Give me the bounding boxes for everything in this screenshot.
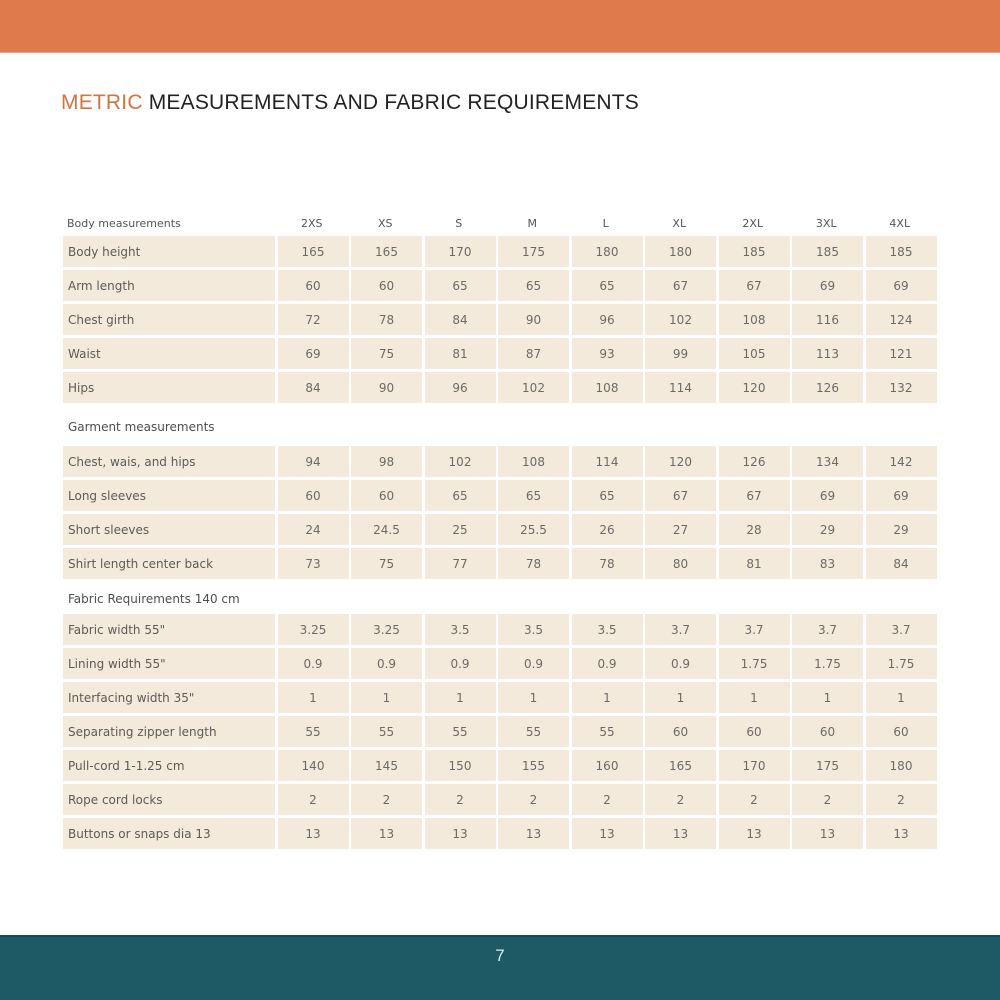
table-cell: 180 (866, 750, 937, 781)
row-label: Rope cord locks (63, 784, 275, 815)
table-cell: 126 (792, 372, 863, 403)
table-cell: 180 (572, 236, 643, 267)
table-cell: 1 (645, 682, 716, 713)
table-cell: 83 (792, 548, 863, 579)
table-cell: 29 (792, 514, 863, 545)
table-cell: 2 (572, 784, 643, 815)
table-cell: 175 (498, 236, 569, 267)
table-row (63, 372, 937, 403)
table-cell: 1 (572, 682, 643, 713)
table-cell: 3.7 (792, 614, 863, 645)
table-cell: 78 (572, 548, 643, 579)
table-cell: 65 (425, 480, 496, 511)
table-cell: 134 (792, 446, 863, 477)
size-header: 3XL (815, 216, 837, 230)
table-cell: 55 (572, 716, 643, 747)
table-cell: 25 (425, 514, 496, 545)
table-row (63, 548, 937, 579)
table-cell: 185 (719, 236, 790, 267)
table-cell: 60 (866, 716, 937, 747)
table-cell: 60 (351, 480, 422, 511)
row-label: Chest girth (63, 304, 275, 335)
table-row (63, 446, 937, 477)
table-cell: 55 (425, 716, 496, 747)
table-cell: 2 (792, 784, 863, 815)
table-cell: 94 (278, 446, 349, 477)
table-cell: 0.9 (572, 648, 643, 679)
row-label: Short sleeves (63, 514, 275, 545)
table-cell: 96 (425, 372, 496, 403)
table-cell: 96 (572, 304, 643, 335)
table-cell: 65 (498, 270, 569, 301)
table-cell: 84 (278, 372, 349, 403)
garment-measurements-rows (63, 446, 937, 579)
table-cell: 102 (425, 446, 496, 477)
garment-measurements-header (63, 414, 937, 440)
table-row (63, 480, 937, 511)
table-row (63, 514, 937, 545)
table-cell: 75 (351, 338, 422, 369)
table-cell: 170 (719, 750, 790, 781)
table-cell: 121 (866, 338, 937, 369)
table-cell: 1 (351, 682, 422, 713)
table-cell: 2 (498, 784, 569, 815)
table-cell: 165 (645, 750, 716, 781)
table-cell: 65 (425, 270, 496, 301)
table-cell: 1 (498, 682, 569, 713)
table-cell: 108 (719, 304, 790, 335)
size-header: 2XS (300, 216, 323, 230)
table-cell: 116 (792, 304, 863, 335)
table-cell: 69 (866, 270, 937, 301)
table-cell: 13 (351, 818, 422, 849)
table-cell: 2 (645, 784, 716, 815)
table-cell: 2 (866, 784, 937, 815)
table-cell: 60 (792, 716, 863, 747)
table-cell: 2 (719, 784, 790, 815)
table-cell: 3.5 (425, 614, 496, 645)
table-cell: 25.5 (498, 514, 569, 545)
table-cell: 2 (351, 784, 422, 815)
table-cell: 102 (645, 304, 716, 335)
table-cell: 24 (278, 514, 349, 545)
table-cell: 1.75 (866, 648, 937, 679)
row-label: Lining width 55" (63, 648, 275, 679)
table-cell: 1.75 (719, 648, 790, 679)
table-cell: 1 (278, 682, 349, 713)
table-cell: 1 (719, 682, 790, 713)
size-header: M (527, 216, 537, 230)
row-label: Long sleeves (63, 480, 275, 511)
table-cell: 0.9 (645, 648, 716, 679)
table-cell: 72 (278, 304, 349, 335)
table-cell: 60 (351, 270, 422, 301)
table-row (63, 648, 937, 679)
table-cell: 3.25 (351, 614, 422, 645)
top-color-band (0, 0, 1000, 53)
table-cell: 165 (278, 236, 349, 267)
table-cell: 69 (866, 480, 937, 511)
table-row (63, 270, 937, 301)
table-cell: 75 (351, 548, 422, 579)
row-label: Separating zipper length (63, 716, 275, 747)
row-label: Waist (63, 338, 275, 369)
table-cell: 2 (278, 784, 349, 815)
table-cell: 13 (645, 818, 716, 849)
size-header: 2XL (742, 216, 764, 230)
table-cell: 67 (719, 480, 790, 511)
table-cell: 27 (645, 514, 716, 545)
table-cell: 55 (351, 716, 422, 747)
section-label: Body measurements (67, 216, 181, 230)
table-cell: 67 (645, 480, 716, 511)
table-cell: 93 (572, 338, 643, 369)
table-cell: 67 (719, 270, 790, 301)
table-cell: 65 (572, 270, 643, 301)
table-cell: 98 (351, 446, 422, 477)
table-cell: 120 (719, 372, 790, 403)
table-cell: 3.7 (719, 614, 790, 645)
table-cell: 84 (866, 548, 937, 579)
table-cell: 155 (498, 750, 569, 781)
table-cell: 140 (278, 750, 349, 781)
table-cell: 78 (498, 548, 569, 579)
table-cell: 69 (792, 270, 863, 301)
table-cell: 3.7 (645, 614, 716, 645)
table-cell: 55 (278, 716, 349, 747)
table-row (63, 750, 937, 781)
table-cell: 3.5 (572, 614, 643, 645)
table-cell: 150 (425, 750, 496, 781)
table-cell: 77 (425, 548, 496, 579)
table-row (63, 716, 937, 747)
table-cell: 60 (278, 480, 349, 511)
table-cell: 113 (792, 338, 863, 369)
size-header: XL (672, 216, 687, 230)
table-cell: 13 (498, 818, 569, 849)
table-cell: 55 (498, 716, 569, 747)
row-label: Hips (63, 372, 275, 403)
table-cell: 60 (719, 716, 790, 747)
table-row (63, 304, 937, 335)
size-header: S (455, 216, 463, 230)
table-cell: 105 (719, 338, 790, 369)
section-label: Fabric Requirements 140 cm (68, 592, 240, 606)
row-label: Body height (63, 236, 275, 267)
table-cell: 1 (425, 682, 496, 713)
table-cell: 69 (278, 338, 349, 369)
table-cell: 87 (498, 338, 569, 369)
table-cell: 0.9 (278, 648, 349, 679)
table-row (63, 784, 937, 815)
page-number: 7 (495, 946, 505, 965)
table-cell: 13 (866, 818, 937, 849)
table-cell: 24.5 (351, 514, 422, 545)
table-cell: 80 (645, 548, 716, 579)
table-cell: 1 (866, 682, 937, 713)
table-row (63, 818, 937, 849)
table-cell: 29 (866, 514, 937, 545)
table-cell: 60 (278, 270, 349, 301)
table-cell: 26 (572, 514, 643, 545)
row-label: Interfacing width 35" (63, 682, 275, 713)
table-row (63, 338, 937, 369)
table-cell: 65 (572, 480, 643, 511)
table-cell: 0.9 (351, 648, 422, 679)
row-label: Shirt length center back (63, 548, 275, 579)
fabric-requirements-rows (63, 614, 937, 849)
table-cell: 13 (792, 818, 863, 849)
table-cell: 13 (572, 818, 643, 849)
size-header: XS (377, 216, 393, 230)
table-cell: 0.9 (425, 648, 496, 679)
table-cell: 165 (351, 236, 422, 267)
table-row (63, 236, 937, 267)
table-cell: 126 (719, 446, 790, 477)
table-cell: 170 (425, 236, 496, 267)
row-label: Pull-cord 1-1.25 cm (63, 750, 275, 781)
table-cell: 13 (278, 818, 349, 849)
table-cell: 81 (719, 548, 790, 579)
table-cell: 3.5 (498, 614, 569, 645)
table-cell: 69 (792, 480, 863, 511)
table-cell: 180 (645, 236, 716, 267)
table-cell: 1 (792, 682, 863, 713)
table-cell: 114 (572, 446, 643, 477)
table-cell: 160 (572, 750, 643, 781)
table-cell: 145 (351, 750, 422, 781)
table-cell: 120 (645, 446, 716, 477)
body-measurements-rows (63, 236, 937, 403)
table-cell: 60 (645, 716, 716, 747)
page-title (61, 91, 639, 115)
table-cell: 28 (719, 514, 790, 545)
table-cell: 84 (425, 304, 496, 335)
row-label: Arm length (63, 270, 275, 301)
table-cell: 124 (866, 304, 937, 335)
table-cell: 2 (425, 784, 496, 815)
footer-band (0, 935, 1000, 1000)
row-label: Chest, wais, and hips (63, 446, 275, 477)
table-cell: 3.7 (866, 614, 937, 645)
table-cell: 81 (425, 338, 496, 369)
table-cell: 67 (645, 270, 716, 301)
section-label: Garment measurements (68, 420, 215, 434)
table-cell: 90 (351, 372, 422, 403)
size-header: L (602, 216, 609, 230)
table-cell: 108 (498, 446, 569, 477)
table-cell: 0.9 (498, 648, 569, 679)
title-rest: MEASUREMENTS AND FABRIC REQUIREMENTS (142, 91, 639, 114)
table-cell: 185 (792, 236, 863, 267)
table-cell: 108 (572, 372, 643, 403)
size-header: 4XL (889, 216, 911, 230)
table-cell: 102 (498, 372, 569, 403)
body-measurements-header (63, 210, 937, 236)
table-cell: 142 (866, 446, 937, 477)
table-cell: 13 (719, 818, 790, 849)
title-accent: METRIC (61, 91, 143, 114)
table-row (63, 614, 937, 645)
row-label: Fabric width 55" (63, 614, 275, 645)
table-cell: 132 (866, 372, 937, 403)
table-row (63, 682, 937, 713)
table-cell: 65 (498, 480, 569, 511)
table-cell: 185 (866, 236, 937, 267)
table-cell: 78 (351, 304, 422, 335)
table-cell: 3.25 (278, 614, 349, 645)
table-cell: 13 (425, 818, 496, 849)
table-cell: 114 (645, 372, 716, 403)
table-cell: 1.75 (792, 648, 863, 679)
table-cell: 90 (498, 304, 569, 335)
table-cell: 99 (645, 338, 716, 369)
table-cell: 73 (278, 548, 349, 579)
fabric-requirements-header (63, 586, 937, 612)
table-cell: 175 (792, 750, 863, 781)
row-label: Buttons or snaps dia 13 (63, 818, 275, 849)
measurements-table (63, 210, 937, 852)
